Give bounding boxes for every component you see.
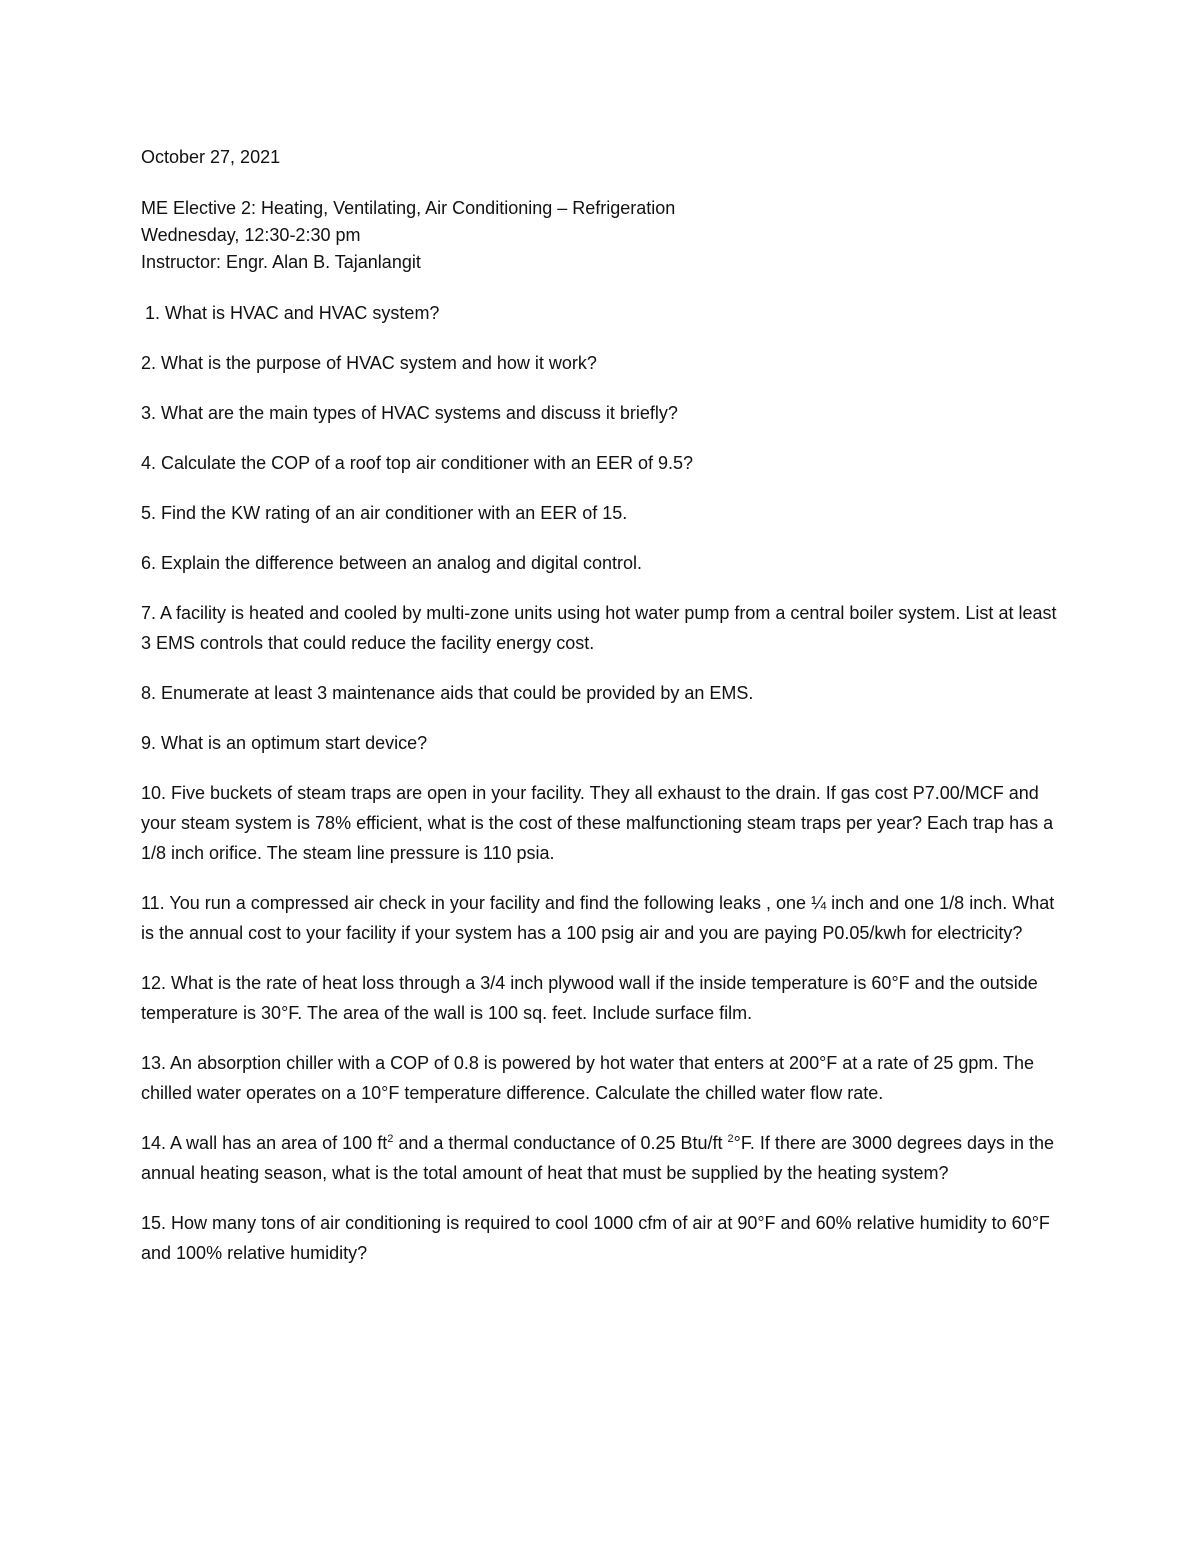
question-text: Enumerate at least 3 maintenance aids that could be provided by an EMS.: [161, 683, 754, 703]
question-2: [141, 348, 1061, 378]
question-8: [141, 678, 1061, 708]
question-number: 4.: [141, 453, 157, 473]
question-text-part-a: A wall has an area of 100 ft: [170, 1133, 388, 1153]
question-text: A facility is heated and cooled by multi-zone units using hot water pump from a central boiler system. List at least 3 EMS controls that could reduce the facility energy cost.: [141, 603, 1057, 653]
course-title: ME Elective 2: Heating, Ventilating, Air Conditioning – Refrigeration: [141, 198, 676, 218]
question-10: [141, 778, 1061, 868]
question-text: Calculate the COP of a roof top air conditioner with an EER of 9.5?: [161, 453, 693, 473]
question-number: 11.: [141, 893, 165, 913]
question-text: What is HVAC and HVAC system?: [165, 303, 440, 323]
question-number: 7.: [141, 603, 157, 623]
question-text-part-b: and a thermal conductance of 0.25 Btu/ft: [393, 1133, 728, 1153]
document-date: October 27, 2021: [141, 147, 281, 167]
question-number: 13.: [141, 1053, 167, 1073]
question-text: What is an optimum start device?: [161, 733, 428, 753]
question-number: 3.: [141, 403, 157, 423]
question-14: [141, 1128, 1061, 1188]
question-15: [141, 1208, 1061, 1268]
question-number: 14.: [141, 1133, 167, 1153]
question-12: [141, 968, 1061, 1028]
question-7: [141, 598, 1061, 658]
question-4: [141, 448, 1061, 478]
question-number: 9.: [141, 733, 157, 753]
course-header: [141, 195, 1061, 276]
question-text-part-c: °F. If there are 3000 degrees days in the annual heating season, what is the total amount of heat that must be supplied by the heating system?: [141, 1133, 1055, 1183]
question-text: What is the purpose of HVAC system and how it work?: [161, 353, 597, 373]
question-number: 6.: [141, 553, 157, 573]
question-5: [141, 498, 1061, 528]
question-13: [141, 1048, 1061, 1108]
question-number: 8.: [141, 683, 157, 703]
question-6: [141, 548, 1061, 578]
question-number: 2.: [141, 353, 157, 373]
question-text: Find the KW rating of an air conditioner with an EER of 15.: [161, 503, 628, 523]
superscript: 2: [727, 1133, 734, 1145]
question-text: What is the rate of heat loss through a 3/4 inch plywood wall if the inside temperature is 60°F and the outside temperature is 30°F. The area of the wall is 100 sq. feet. Include surface film.: [141, 973, 1038, 1023]
question-text: You run a compressed air check in your facility and find the following leaks , one ¼ inch and one 1/8 inch. What is the annual cost to your facility if your system has a 100 psig air and you are paying P0.05/kwh for electricity?: [141, 893, 1055, 943]
superscript: 2: [387, 1133, 394, 1145]
question-11: [141, 888, 1061, 948]
question-9: [141, 728, 1061, 758]
question-text: Five buckets of steam traps are open in your facility. They all exhaust to the drain. If gas cost P7.00/MCF and your steam system is 78% efficient, what is the cost of these malfunctioning steam traps per year? Each trap has a 1/8 inch orifice. The steam line pressure is 110 psia.: [141, 783, 1054, 863]
question-3: [141, 398, 1061, 428]
question-number: 10.: [141, 783, 167, 803]
course-instructor: Instructor: Engr. Alan B. Tajanlangit: [141, 252, 421, 272]
question-text: How many tons of air conditioning is required to cool 1000 cfm of air at 90°F and 60% relative humidity to 60°F and 100% relative humidity?: [141, 1213, 1050, 1263]
question-text: What are the main types of HVAC systems and discuss it briefly?: [161, 403, 678, 423]
question-number: 5.: [141, 503, 157, 523]
question-text: Explain the difference between an analog and digital control.: [161, 553, 643, 573]
course-schedule: Wednesday, 12:30-2:30 pm: [141, 225, 361, 245]
question-1: [141, 298, 1061, 328]
document-page: [141, 142, 1061, 1288]
question-number: 15.: [141, 1213, 167, 1233]
question-number: 12.: [141, 973, 167, 993]
question-number: 1.: [145, 303, 161, 323]
question-text: An absorption chiller with a COP of 0.8 is powered by hot water that enters at 200°F at a rate of 25 gpm. The chilled water operates on a 10°F temperature difference. Calculate the chilled water flow rate.: [141, 1053, 1035, 1103]
